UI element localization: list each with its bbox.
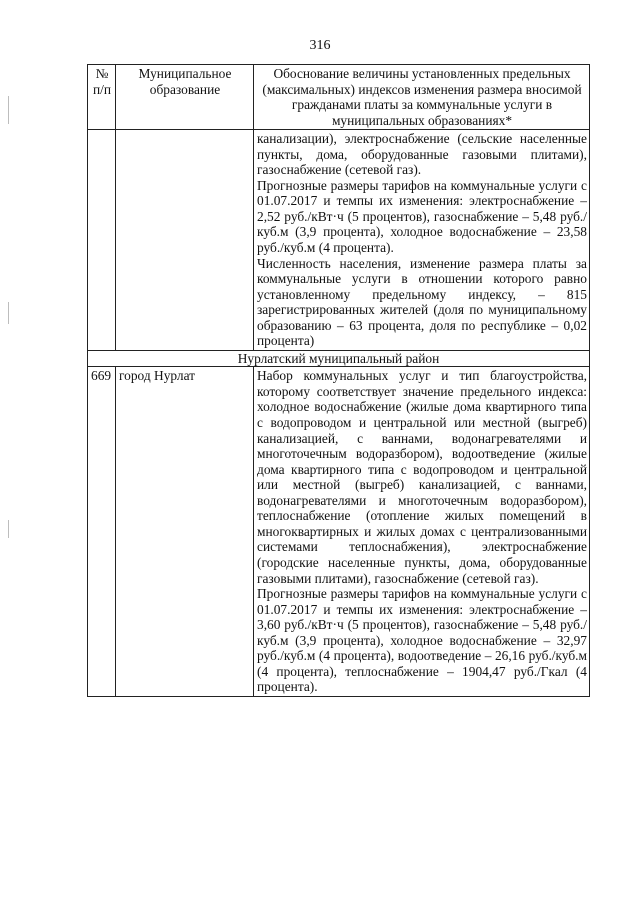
scan-edge-mark [8, 96, 9, 124]
tariff-table [87, 64, 590, 697]
header-number: № п/п [88, 65, 116, 130]
row-municipality: город Нурлат [116, 367, 254, 696]
continued-justification-cell [254, 130, 590, 351]
continued-municipality-cell [116, 130, 254, 351]
paragraph: Прогнозные размеры тарифов на коммунальные услуги с 01.07.2017 и темпы их изменения: электроснабжение – 3,60 руб./кВт·ч (5 процентов), газоснабжение – 5,48 руб./куб.м (3,9 процента), холодное водоснабжение – 32,97 руб./куб.м (4 процента), водоотведение – 26,16 руб./куб.м (4 процента), теплоснабжение – 1904,47 руб./Гкал (4 процента). [257, 586, 587, 695]
section-row [88, 350, 590, 367]
page-number: 316 [309, 38, 331, 53]
paragraph: Набор коммунальных услуг и тип благоустройства, которому соответствует значение предельного индекса: холодное водоснабжение (жилые дома квартирного типа с водопроводом и центральной или местной (выгреб) канализацией, с ваннами, водонагревателями и многоточечным водоразбором), водоотведение (жилые дома квартирного типа с водопроводом и центральной или местной (выгреб) канализацией, с ваннами, водонагревателями и многоточечным водоразбором), теплоснабжение (отопление жилых помещений в многоквартирных и жилых домах с централизованными системами теплоснабжения), электроснабжение (городские населенные пункты, дома, оборудованные газовыми плитами), газоснабжение (сетевой газ). [257, 368, 587, 586]
table-row [88, 130, 590, 351]
continued-number-cell [88, 130, 116, 351]
row-justification [254, 367, 590, 696]
section-title: Нурлатский муниципальный район [88, 350, 590, 367]
table-header-row [88, 65, 590, 130]
scan-edge-mark [8, 302, 9, 324]
paragraph: Численность населения, изменение размера платы за коммунальные услуги в отношении которого равно установленному предельному индексу, – 815 зарегистрированных жителей (доля по муниципальному образованию – 63 процента, доля по республике – 0,02 процента) [257, 255, 587, 349]
scan-edge-mark [8, 520, 9, 538]
row-number: 669 [88, 367, 116, 696]
table-row [88, 367, 590, 696]
header-justification: Обоснование величины установленных предельных (максимальных) индексов изменения размера вносимой гражданами платы за коммунальные услуги в муниципальных образованиях* [254, 65, 590, 130]
header-municipality: Муниципальное образование [116, 65, 254, 130]
paragraph: канализации), электроснабжение (сельские населенные пункты, дома, оборудованные газовыми плитами), газоснабжение (сетевой газ). [257, 131, 587, 178]
paragraph: Прогнозные размеры тарифов на коммунальные услуги с 01.07.2017 и темпы их изменения: электроснабжение – 2,52 руб./кВт·ч (5 процентов), газоснабжение – 5,48 руб./куб.м (3,9 процента), холодное водоснабжение – 23,58 руб./куб.м (4 процента). [257, 177, 587, 256]
